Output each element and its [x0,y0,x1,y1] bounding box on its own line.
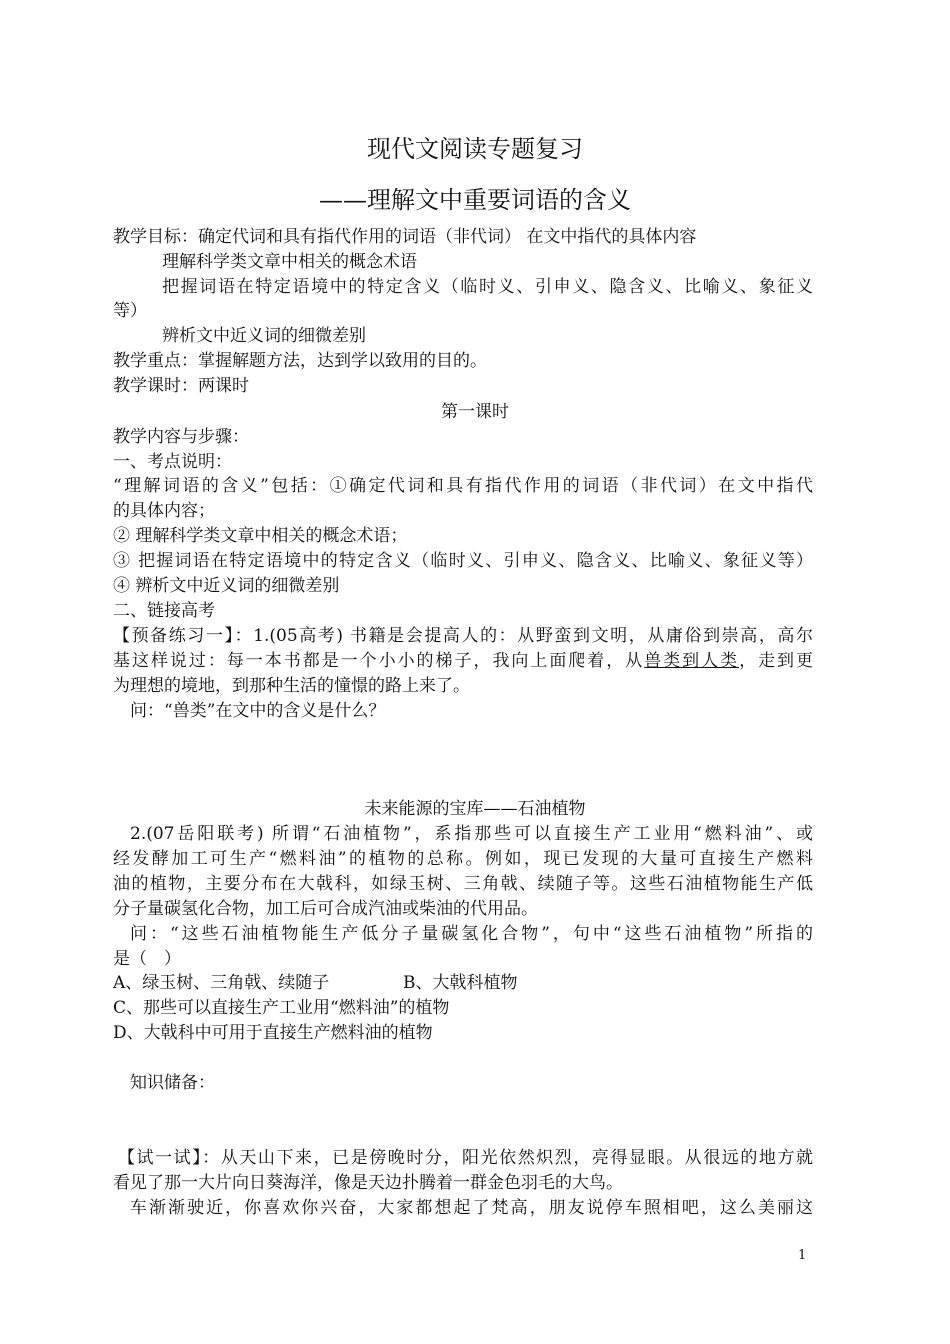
exercise-1-line-2-pre: 基这样说过：每一本书都是一个小小的梯子，我向上面爬着，从 [113,651,645,671]
section-1-line-4: ③ 把握词语在特定语境中的特定含义（临时义、引申义、隐含义、比喻义、象征义等） [113,551,813,571]
objectives-line-5: 辨析文中近义词的细微差别 [162,326,366,346]
passage-2-line-3: 油的植物，主要分布在大戟科，如绿玉树、三角戟、续随子等。这些石油植物能生产低 [113,874,813,894]
option-b: B、大戟科植物 [403,973,518,993]
passage-2-line-1: 2.(07岳阳联考) 所谓“石油植物”，系指那些可以直接生产工业用“燃料油”、或 [130,824,813,844]
page-subtitle: ——理解文中重要词语的含义 [319,186,631,214]
teaching-focus: 教学重点：掌握解题方法，达到学以致用的目的。 [113,351,487,371]
section-2-heading: 二、链接高考 [113,601,215,621]
objectives-line-4: 等） [113,301,147,321]
section-1-line-1: “理解词语的含义”包括：①确定代词和具有指代作用的词语（非代词）在文中指代 [113,476,813,496]
option-c: C、那些可以直接生产工业用“燃料油”的植物 [113,998,450,1018]
option-a: A、绿玉树、三角戟、续随子 [113,973,330,993]
passage-2-line-4: 分子量碳氢化合物，加工后可合成汽油或柴油的代用品。 [113,899,538,919]
section-1-line-2: 的具体内容； [113,501,215,521]
objectives-line-1: 教学目标：确定代词和具有指代作用的词语（非代词） 在文中指代的具体内容 [113,227,697,247]
exercise-1-line-1: 【预备练习一】：1.(05高考) 书籍是会提高人的：从野蛮到文明，从庸俗到崇高，高尔 [113,626,813,646]
teaching-hours: 教学课时：两课时 [113,376,249,396]
lesson-heading: 第一课时 [441,402,509,422]
knowledge-heading: 知识储备： [130,1073,215,1093]
passage-2-title: 未来能源的宝库——石油植物 [364,799,586,819]
exercise-1-line-2-post: ，走到更 [739,651,814,671]
underlined-term: 兽类到人类 [644,651,740,671]
content-heading: 教学内容与步骤： [113,427,249,447]
objectives-line-3: 把握词语在特定语境中的特定含义（临时义、引申义、隐含义、比喻义、象征义 [162,277,813,297]
passage-2-line-2: 经发酵加工可生产“燃料油”的植物的总称。例如，现已发现的大量可直接生产燃料 [113,849,813,869]
page-title: 现代文阅读专题复习 [367,135,583,163]
try-line-1: 【试一试】：从天山下来，已是傍晚时分，阳光依然炽烈，亮得显眼。从很远的地方就 [118,1148,813,1168]
section-1-line-5: ④ 辨析文中近义词的细微差别 [113,576,340,596]
passage-2-question-2: 是（ ） [113,949,181,969]
exercise-1-line-3: 为理想的境地，到那种生活的憧憬的路上来了。 [113,676,470,696]
try-line-2: 看见了那一大片向日葵海洋，像是天边扑腾着一群金色羽毛的大鸟。 [113,1173,623,1193]
section-1-heading: 一、考点说明： [113,452,232,472]
try-line-3: 车渐渐驶近，你喜欢你兴奋，大家都想起了梵高，朋友说停车照相吧，这么美丽这 [130,1198,813,1218]
exercise-1-question: 问：“兽类”在文中的含义是什么？ [130,701,386,721]
option-d: D、大戟科中可用于直接生产燃料油的植物 [113,1023,433,1043]
exercise-1-line-2 [113,649,813,673]
objectives-line-2: 理解科学类文章中相关的概念术语 [162,252,417,272]
page-number: 1 [798,1248,807,1263]
section-1-line-3: ② 理解科学类文章中相关的概念术语； [113,526,408,546]
passage-2-question-1: 问：“这些石油植物能生产低分子量碳氢化合物”，句中“这些石油植物”所指的 [130,924,813,944]
